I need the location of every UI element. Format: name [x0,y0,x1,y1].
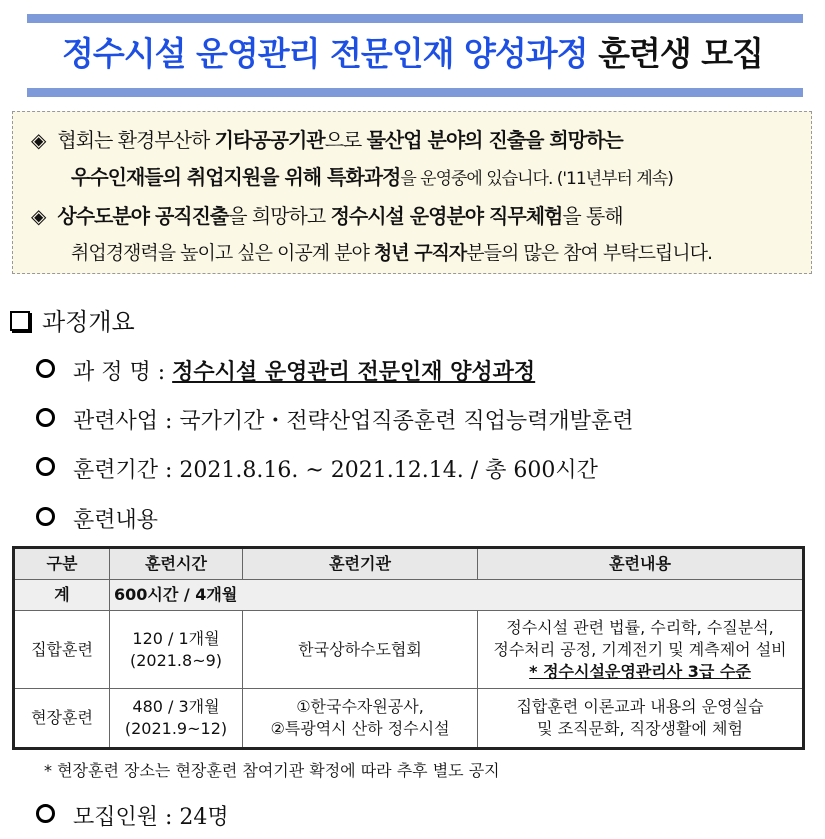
text: 관련사업 : 국가기간・전략산업직종훈련 직업능력개발훈련 [73,409,634,434]
diamond-icon: ◈ [31,204,46,228]
t: 정수시설 운영분야 직무체험 [330,204,563,228]
intro-line-3 [31,198,811,235]
circle-bullet-icon [36,457,55,476]
item-content [36,503,158,534]
t: 으로 [324,128,367,152]
t: 집합훈련 이론교과 내용의 운영실습 [516,697,764,716]
title-blue: 정수시설 운영관리 전문인재 양성과정 [62,34,588,73]
t: 우수인재들의 취업지원을 위해 특화과정 [71,165,401,189]
title-bottom-bar [27,88,803,97]
t: 을 희망하고 [228,204,331,228]
item-course-name [36,355,535,386]
item-business [36,404,633,435]
intro-line-4 [31,235,811,272]
th: 훈련내용 [478,548,804,580]
section-title: 과정개요 [42,308,135,336]
cell: 집합훈련 [14,611,110,689]
intro-box [12,111,812,274]
title-top-bar [27,14,803,23]
t: 협회는 환경부산하 [57,128,215,152]
circle-bullet-icon [36,359,55,378]
th: 훈련시간 [110,548,243,580]
circle-bullet-icon [36,408,55,427]
diamond-icon: ◈ [31,128,46,152]
t: (2021.9~12) [124,719,228,738]
t: 분들의 많은 참여 부탁드립니다. [466,242,713,264]
t: 상수도분야 공직진출 [57,204,229,228]
cell [110,611,243,689]
text: 훈련내용 [73,508,159,533]
t: 480 / 3개월 [132,697,220,716]
t: ①한국수자원공사, [296,697,424,716]
text: 모집인원 : 24명 [73,805,229,830]
footnote: * 현장훈련 장소는 현장훈련 참여기관 확정에 따라 추후 별도 공지 [44,761,500,780]
t: ②특광역시 산하 정수시설 [270,719,450,738]
cell [478,611,804,689]
cell [478,689,804,749]
table-row [14,689,804,749]
cell: 현장훈련 [14,689,110,749]
course-name: 정수시설 운영관리 전문인재 양성과정 [172,359,536,385]
label: 과 정 명 : [73,360,173,385]
item-recruit [36,800,229,831]
table-row [14,611,804,689]
t: 정수처리 공정, 기계전기 및 계측제어 설비 [493,639,787,659]
t: 을 통해 [562,204,623,228]
page-title [0,28,825,75]
cell [243,689,478,749]
t: (2021.8~9) [129,650,223,670]
t: 120 / 1개월 [132,628,220,648]
intro-line-1 [31,122,811,159]
item-period [36,453,598,484]
t: 정수시설 관련 법률, 수리학, 수질분석, [506,617,774,637]
total-label: 계 [14,580,110,611]
total-value: 600시간 / 4개월 [110,580,804,611]
t: 취업경쟁력을 높이고 싶은 이공계 분야 [71,242,374,264]
text: 훈련기간 : 2021.8.16. ~ 2021.12.14. / 총 600시간 [73,458,598,483]
circle-bullet-icon [36,507,55,526]
section-heading [10,302,135,337]
checkbox-square-icon [10,311,30,331]
circle-bullet-icon [36,804,55,823]
t: 및 조직문화, 직장생활에 체험 [537,719,743,738]
th: 구분 [14,548,110,580]
t: 기타공공기관 [214,128,325,152]
th: 훈련기관 [243,548,478,580]
t: 을 운영중에 있습니다. ('11년부터 계속) [400,169,673,189]
t: * 정수시설운영관리사 3급 수준 [529,661,751,681]
t: 물산업 분야의 진출을 희망하는 [366,128,623,152]
cell [110,689,243,749]
cell: 한국상하수도협회 [243,611,478,689]
training-table [12,546,805,750]
t: 청년 구직자 [373,242,467,264]
title-black: 훈련생 모집 [598,34,763,73]
intro-line-2 [31,159,811,198]
